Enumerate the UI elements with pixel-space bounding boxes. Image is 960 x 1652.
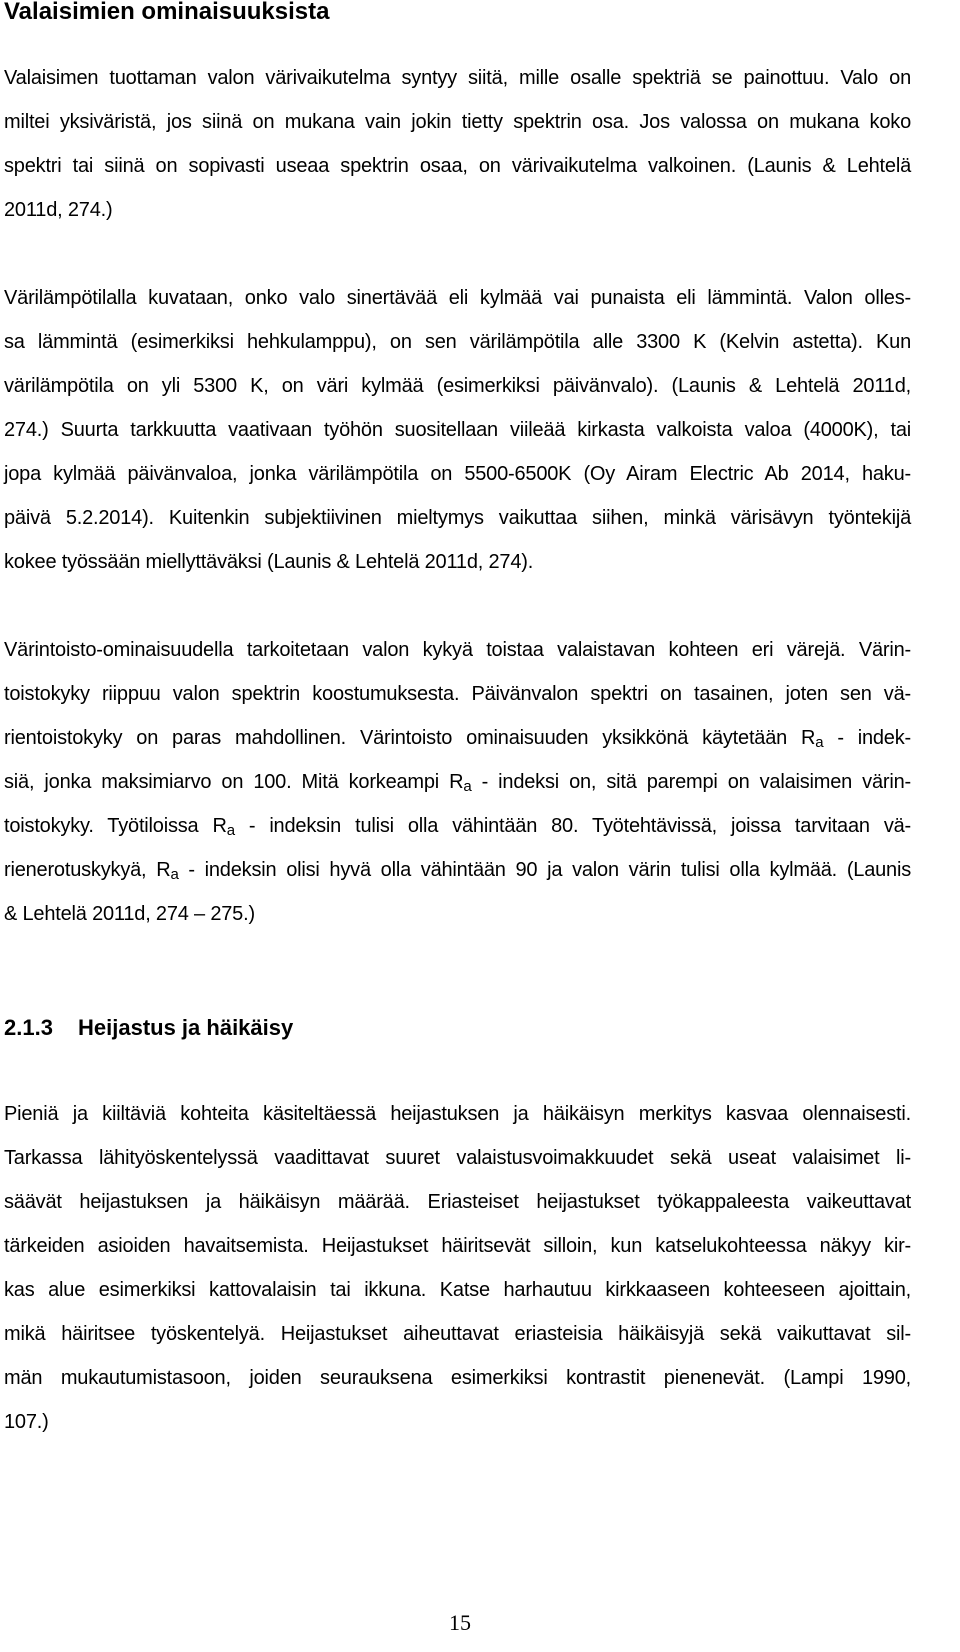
text-line: 2011d, 274.) <box>4 199 113 221</box>
text-line: päivä 5.2.2014). Kuitenkin subjektiivinen mieltymys vaikuttaa siihen, minkä värisävyn työntekijä <box>4 507 911 529</box>
text-line: värilämpötila on yli 5300 K, on väri kylmää (esimerkiksi päivänvalo). (Launis & Lehtelä 2011d, <box>4 375 911 397</box>
paragraph-color-temperature <box>4 276 911 584</box>
text-segment: - indeksin tulisi olla vähintään 80. Työtehtävissä, joissa tarvitaan vä- <box>234 815 911 837</box>
text-line <box>4 848 911 892</box>
paragraph-color-rendering <box>4 628 911 936</box>
text-line: Pieniä ja kiiltäviä kohteita käsiteltäessä heijastuksen ja häikäisyn merkitys kasvaa olennaisesti. <box>4 1103 911 1125</box>
text-line: sa lämmintä (esimerkiksi hehkulamppu), on sen värilämpötila alle 3300 K (Kelvin astetta). Kun <box>4 331 911 353</box>
text-line: Värilämpötilalla kuvataan, onko valo sinertävää eli kylmää vai punaista eli lämmintä. Valon olles- <box>4 287 911 309</box>
text-line <box>4 760 911 804</box>
text-segment: toistokyky. Työtiloissa R <box>4 815 227 837</box>
text-line <box>4 804 911 848</box>
page-number: 15 <box>449 1610 471 1635</box>
text-line: kokee työssään miellyttäväksi (Launis & Lehtelä 2011d, 274). <box>4 551 534 573</box>
text-line: 274.) Suurta tarkkuutta vaativaan työhön suositellaan viileää kirkasta valkoista valoa (4000K), tai <box>4 419 911 441</box>
section-title: Valaisimien ominaisuuksista <box>4 0 330 25</box>
text-line: & Lehtelä 2011d, 274 – 275.) <box>4 903 255 925</box>
subsection-heading <box>4 1006 293 1050</box>
text-segment: rientoistokyky on paras mahdollinen. Värintoisto ominaisuuden yksikkönä käytetään R <box>4 727 816 749</box>
text-segment: siä, jonka maksimiarvo on 100. Mitä korkeampi R <box>4 771 464 793</box>
text-line: tärkeiden asioiden havaitsemista. Heijastukset häiritsevät silloin, kun katselukohteessa näkyy kir- <box>4 1235 911 1257</box>
text-segment: rienerotuskykyä, R <box>4 859 171 881</box>
text-segment: - indeksi on, sitä parempi on valaisimen värin- <box>471 771 911 793</box>
subsection-title: Heijastus ja häikäisy <box>78 1015 294 1040</box>
text-segment: - indeksin olisi hyvä olla vähintään 90 ja valon värin tulisi olla kylmää. (Launis <box>178 859 912 881</box>
text-line: kas alue esimerkiksi kattovalaisin tai ikkuna. Katse harhautuu kirkkaaseen kohteeseen ajoittain, <box>4 1279 911 1301</box>
subscript-a: a <box>815 734 824 751</box>
text-line: 107.) <box>4 1411 49 1433</box>
text-line: toistokyky riippuu valon spektrin koostumuksesta. Päivänvalon spektri on tasainen, joten sen vä- <box>4 683 911 705</box>
subsection-number: 2.1.3 <box>4 1015 53 1040</box>
subscript-a: a <box>170 866 179 883</box>
text-line: spektri tai siinä on sopivasti useaa spektrin osaa, on värivaikutelma valkoinen. (Launis & Lehtelä <box>4 155 911 177</box>
text-line: säävät heijastuksen ja häikäisyn määrää. Eriasteiset heijastukset työkappaleesta vaikeuttavat <box>4 1191 911 1213</box>
text-line: mikä häiritsee työskentelyä. Heijastukset aiheuttavat eriasteisia häikäisyjä sekä vaikuttavat sil- <box>4 1323 911 1345</box>
text-line: jopa kylmää päivänvaloa, jonka värilämpötila on 5500-6500K (Oy Airam Electric Ab 2014, haku- <box>4 463 911 485</box>
paragraph-color-impression <box>4 56 911 232</box>
text-line: män mukautumistasoon, joiden seurauksena esimerkiksi kontrastit pienenevät. (Lampi 1990, <box>4 1367 911 1389</box>
text-line: miltei yksiväristä, jos siinä on mukana vain jokin tietty spektrin osa. Jos valossa on mukana koko <box>4 111 911 133</box>
text-line: Valaisimen tuottaman valon värivaikutelma syntyy siitä, mille osalle spektriä se painottuu. Valo on <box>4 67 911 89</box>
subscript-a: a <box>226 822 235 839</box>
paragraph-reflection-glare <box>4 1092 911 1444</box>
text-line: Tarkassa lähityöskentelyssä vaadittavat suuret valaistusvoimakkuudet sekä useat valaisimet li- <box>4 1147 911 1169</box>
text-segment: - indek- <box>823 727 911 749</box>
text-line: Värintoisto-ominaisuudella tarkoitetaan valon kykyä toistaa valaistavan kohteen eri värejä. Värin- <box>4 639 911 661</box>
subscript-a: a <box>463 778 472 795</box>
text-line <box>4 716 911 760</box>
